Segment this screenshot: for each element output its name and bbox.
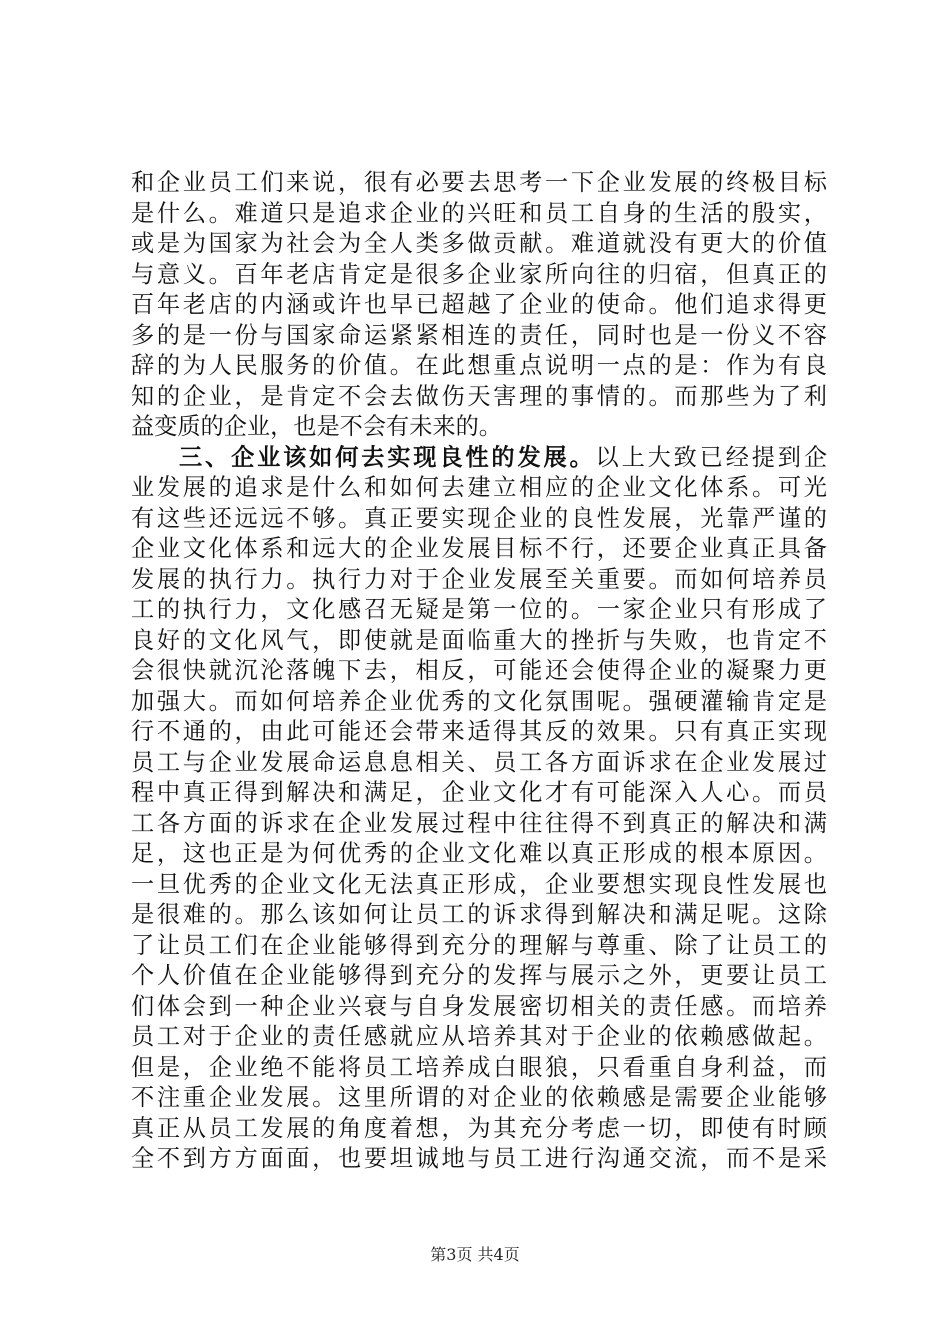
text-line: 工各方面的诉求在企业发展过程中往往得不到真正的解决和满 <box>131 809 827 837</box>
document-body <box>131 168 827 1175</box>
text-line: 个人价值在企业能够得到充分的发挥与展示之外，更要让员工 <box>131 962 827 989</box>
text-line: 们体会到一种企业兴衰与自身发展密切相关的责任感。而培养 <box>131 992 827 1020</box>
text-line: 有这些还远远不够。真正要实现企业的良性发展，光靠严谨的 <box>131 504 827 532</box>
text-line: 或是为国家为社会为全人类多做贡献。难道就没有更大的价值 <box>131 230 827 257</box>
text-line: 良好的文化风气，即使就是面临重大的挫折与失败，也肯定不 <box>131 626 827 654</box>
text-line: 和企业员工们来说，很有必要去思考一下企业发展的终极目标 <box>131 169 827 196</box>
heading-line-rest: 以上大致已经提到企 <box>595 443 827 471</box>
text-line: 是很难的。那么该如何让员工的诉求得到解决和满足呢。这除 <box>131 901 827 928</box>
text-line: 是什么。难道只是追求企业的兴旺和员工自身的生活的殷实， <box>131 199 827 227</box>
text-line: 加强大。而如何培养企业优秀的文化氛围呢。强硬灌输肯定是 <box>131 687 827 715</box>
page-number: 第3页 共4页 <box>430 1245 520 1264</box>
text-line: 与意义。百年老店肯定是很多企业家所向往的归宿，但真正的 <box>131 260 827 288</box>
text-line: 不注重企业发展。这里所谓的对企业的依赖感是需要企业能够 <box>131 1084 827 1111</box>
text-line: 足，这也正是为何优秀的企业文化难以真正形成的根本原因。 <box>131 840 827 867</box>
text-line: 企业文化体系和远大的企业发展目标不行，还要企业真正具备 <box>131 535 827 562</box>
text-line: 会很快就沉沦落魄下去，相反，可能还会使得企业的凝聚力更 <box>131 657 827 684</box>
text-line: 一旦优秀的企业文化无法真正形成，企业要想实现良性发展也 <box>131 870 827 898</box>
text-line: 了让员工们在企业能够得到充分的理解与尊重、除了让员工的 <box>131 931 827 959</box>
text-line: 程中真正得到解决和满足，企业文化才有可能深入人心。而员 <box>131 779 827 806</box>
paragraph-2 <box>131 443 827 1175</box>
text-line: 全不到方方面面，也要坦诚地与员工进行沟通交流，而不是采 <box>131 1145 827 1172</box>
text-line: 员工对于企业的责任感就应从培养其对于企业的依赖感做起。 <box>131 1023 827 1050</box>
text-line: 益变质的企业，也是不会有未来的。 <box>131 413 502 440</box>
page-footer <box>0 1245 950 1265</box>
text-line: 真正从员工发展的角度着想，为其充分考虑一切，即使有时顾 <box>131 1114 827 1142</box>
text-line: 行不通的，由此可能还会带来适得其反的效果。只有真正实现 <box>131 718 827 745</box>
paragraph-1 <box>131 168 827 443</box>
text-line: 百年老店的内涵或许也早已超越了企业的使命。他们追求得更 <box>131 291 827 318</box>
text-line: 多的是一份与国家命运紧紧相连的责任，同时也是一份义不容 <box>131 321 827 349</box>
text-line: 工的执行力，文化感召无疑是第一位的。一家企业只有形成了 <box>131 596 827 623</box>
text-line: 知的企业，是肯定不会去做伤天害理的事情的。而那些为了利 <box>131 382 827 410</box>
section-heading: 三、企业该如何去实现良性的发展。 <box>179 443 596 471</box>
section-heading-line <box>131 443 827 474</box>
text-line: 业发展的追求是什么和如何去建立相应的企业文化体系。可光 <box>131 474 827 501</box>
text-line: 但是，企业绝不能将员工培养成白眼狼，只看重自身利益，而 <box>131 1053 827 1081</box>
text-line: 发展的执行力。执行力对于企业发展至关重要。而如何培养员 <box>131 565 827 593</box>
text-line: 辞的为人民服务的价值。在此想重点说明一点的是：作为有良 <box>131 352 827 379</box>
text-line: 员工与企业发展命运息息相关、员工各方面诉求在企业发展过 <box>131 748 827 776</box>
